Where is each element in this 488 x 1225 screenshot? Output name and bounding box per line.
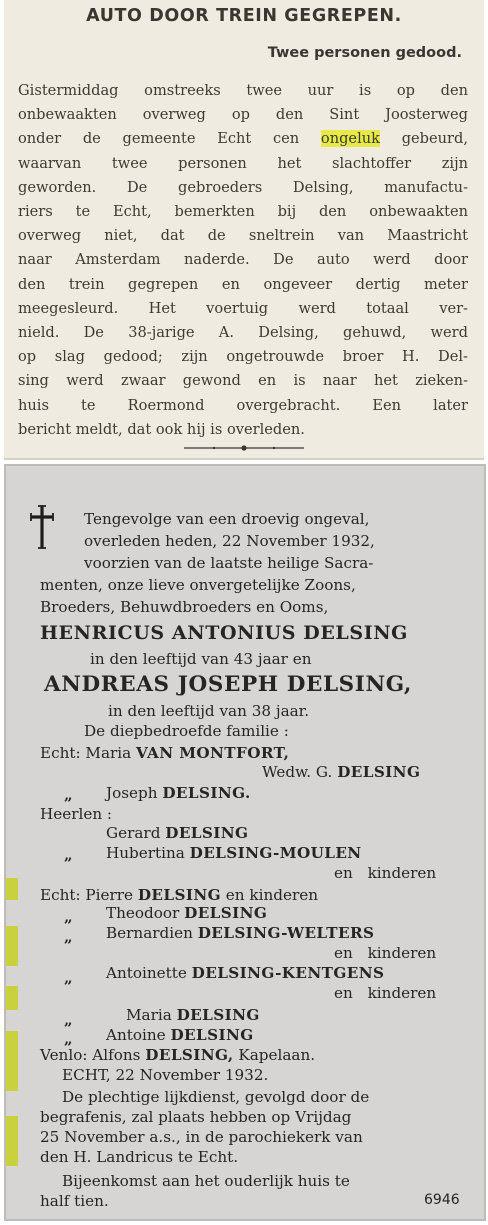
article-line: nield. De 38-jarige A. Delsing, gehuwd, werd [18,324,468,342]
ditto-mark: „ [64,1011,73,1029]
family-text: Echt: Pierre [40,886,138,904]
family-text: Maria [126,1006,177,1024]
family-text: Gerard [106,824,166,842]
article-line: huis te Roermond overgebracht. Een later [18,396,468,414]
family-surname: DELSING-WELTERS [197,924,375,942]
service-line: 25 November a.s., in de parochiekerk van [40,1128,363,1146]
ditto-mark: „ [64,928,73,946]
article-line: waarvan twee personen het slachtoffer zijn [18,154,468,172]
article-text: gebeurd, [401,130,469,148]
ditto-mark: „ [64,786,73,804]
article-line: onbewaakten overweg op den Sint Joosterweg [18,106,468,124]
family-line [106,904,267,922]
notice-intro-line: Tengevolge van een droevig ongeval, [84,510,370,528]
service-line: den H. Landricus te Echt. [40,1148,239,1166]
article-subheadline: Twee personen gedood. [267,45,462,61]
family-line: en kinderen [334,864,437,882]
deceased-name-2: ANDREAS JOSEPH DELSING, [44,672,412,697]
ditto-mark: „ [64,846,73,864]
family-surname: VAN MONTFORT, [136,744,290,762]
family-surname: DELSING-MOULEN [189,844,362,862]
margin-mark [6,926,18,966]
family-place: Heerlen : [40,805,113,823]
service-line: begrafenis, zal plaats hebben op Vrijdag [40,1108,352,1126]
deceased-age-1: in den leeftijd van 43 jaar en [90,650,312,668]
family-surname: DELSING [165,824,249,842]
margin-mark [6,986,18,1010]
family-surname: DELSING [170,1026,254,1044]
news-clipping [4,0,484,460]
cross-icon [28,504,56,550]
family-surname: DELSING-KENTGENS [191,964,385,982]
ditto-mark: „ [64,908,73,926]
article-body [18,79,468,442]
ad-number: 6946 [424,1192,460,1208]
article-line: geworden. De gebroeders Delsing, manufactu- [18,178,468,196]
family-text: Venlo: Alfons [40,1046,146,1064]
notice-intro-line: Broeders, Behuwdbroeders en Ooms, [40,598,329,616]
ditto-mark: „ [64,1030,73,1048]
article-line: overweg niet, dat de sneltrein van Maastricht [18,227,468,245]
article-line: Gistermiddag omstreeks twee uur is op den [18,82,468,99]
family-surname: DELSING. [162,784,251,802]
notice-intro-line: overleden heden, 22 November 1932, [84,532,375,550]
family-text: Wedw. G. [262,763,338,781]
family-surname: DELSING [176,1006,260,1024]
highlighted-search-term: ongeluk [320,130,380,148]
gathering-line: Bijeenkomst aan het ouderlijk huis te [62,1172,350,1190]
notice-intro-line: menten, onze lieve onvergetelijke Zoons, [40,576,356,594]
place-date-line: ECHT, 22 November 1932. [62,1066,269,1084]
family-line [106,964,384,982]
family-text: en kinderen [220,886,318,904]
family-line: en kinderen [334,984,437,1002]
service-line: De plechtige lijkdienst, gevolgd door de [62,1088,370,1106]
article-line: op slag gedood; zijn ongetrouwde broer H. Del- [18,348,468,366]
family-surname: DELSING, [145,1046,234,1064]
family-line [40,1046,315,1064]
deceased-age-2: in den leeftijd van 38 jaar. [108,702,310,720]
ditto-mark: „ [64,969,73,987]
family-line [106,844,362,862]
family-line [106,784,251,802]
family-text: Echt: Maria [40,744,137,762]
family-text: Antoinette [106,964,192,982]
family-text: Antoine [106,1026,171,1044]
family-line [106,824,248,842]
family-text: Joseph [106,784,163,802]
family-text: Kapelaan. [233,1046,316,1064]
family-text: Theodoor [106,904,185,922]
family-line [106,924,374,942]
death-notice [4,464,486,1221]
article-headline: AUTO DOOR TREIN GEGREPEN. [86,6,402,26]
article-text: onder de gemeente Echt cen [18,130,300,148]
article-line: sing werd zwaar gewond en is naar het zieken- [18,372,468,390]
family-surname: DELSING [337,763,421,781]
family-text: Hubertina [106,844,190,862]
family-surname: DELSING [184,904,268,922]
family-surname: DELSING [137,886,221,904]
article-line: riers te Echt, bemerkten bij den onbewaakten [18,203,468,221]
family-line [40,744,289,762]
article-line: bericht meldt, dat ook hij is overleden. [18,420,305,438]
family-line [40,886,318,904]
deceased-name-1: HENRICUS ANTONIUS DELSING [40,622,408,644]
family-line [106,1026,254,1044]
article-line: den trein gegrepen en ongeveer dertig meter [18,275,468,293]
notice-intro-line: voorzien van de laatste heilige Sacra- [84,554,374,572]
article-line: meegesleurd. Het voertuig werd totaal ver- [18,299,468,317]
family-intro: De diepbedroefde familie : [84,722,289,740]
gathering-line: half tien. [40,1192,109,1210]
end-ornament-divider [184,442,304,454]
margin-mark [6,1031,18,1091]
margin-mark [6,878,18,900]
article-line [18,127,468,151]
family-text: Bernardien [106,924,198,942]
family-line [262,763,420,781]
family-line [126,1006,260,1024]
family-line: en kinderen [334,944,437,962]
margin-mark [6,1116,18,1166]
article-line: naar Amsterdam naderde. De auto werd door [18,251,468,269]
